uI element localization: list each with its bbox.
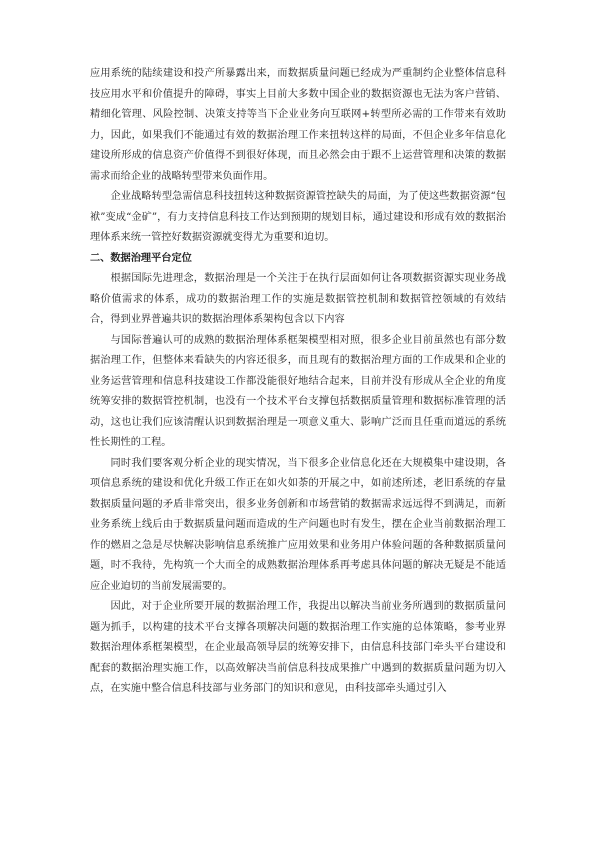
paragraph-1: 应用系统的陆续建设和投产所暴露出来，而数据质量问题已经成为严重制约企业整体信息科技应用水平和价值提升的障碍，事实上目前大多数中国企业的数据资源也无法为客户营销、精细化管理、风险控制、决策支持等当下企业业务向互联网+转型所必需的工作带来有效助力，因此，如果我们不能通过有效的数据治理工作来扭转这样的局面，不但企业多年信息化建设所形成的信息资产价值得不到很好体现，而且必然会由于跟不上运营管理和决策的数据需求而给企业的战略转型带来负面作用。 [90, 68, 506, 182]
paragraph-5: 同时我们要客观分析企业的现实情况，当下很多企业信息化还在大规模集中建设期，各项信息系统的建设和优化升级工作正在如火如荼的开展之中，如前述所述，老旧系统的存量数据质量问题的矛盾非常突出，很多业务创新和市场营销的数据需求远远得不到满足，而新业务系统上线后由于数据质量问题而造成的生产问题也时有发生，摆在企业当前数据治理工作的燃眉之急是尽快解决影响信息系统推广应用效果和业务用户体验问题的各种数据质量问题，时不我待，先构筑一个大而全的成熟数据治理体系再考虑具体问题的解决无疑是不能适应企业迫切的当前发展需要的。 [90, 457, 506, 592]
paragraph-3: 根据国际先进理念，数据治理是一个关注于在执行层面如何让各项数据资源实现业务战略价值需求的体系，成功的数据治理工作的实施是数据管控机制和数据管控领域的有效结合，得到业界普遍共识的数据治理体系架构包含以下内容 [90, 273, 506, 325]
document-body [90, 64, 506, 700]
paragraph-6: 因此，对于企业所要开展的数据治理工作，我提出以解决当前业务所遇到的数据质量问题为抓手，以构建的技术平台支撑各项解决问题的数据治理工作实施的总体策略，参考业界数据治理体系框架模型，在企业最高领导层的统筹安排下，由信息科技部门牵头平台建设和配套的数据治理实施工作，以高效解决当前信息科技成果推广中遇到的数据质量问题为切入点，在实施中整合信息科技部与业务部门的知识和意见，由科技部牵头通过引入 [90, 601, 506, 694]
paragraph-4: 与国际普遍认可的成熟的数据治理体系框架模型相对照，很多企业目前虽然也有部分数据治理工作，但整体来看缺失的内容还很多，而且现有的数据治理方面的工作成果和企业的业务运营管理和信息科技建设工作都没能很好地结合起来，目前并没有形成从全企业的角度统筹安排的数据管控机制，也没有一个技术平台支撑包括数据质量管理和数据标准管理的活动，这也让我们应该清醒认识到数据治理是一项意义重大、影响广泛而且任重而道远的系统性长期性的工程。 [90, 334, 506, 448]
section-heading: 二、数据治理平台定位 [90, 252, 192, 264]
paragraph-2: 企业战略转型急需信息科技扭转这种数据资源管控缺失的局面，为了使这些数据资源“包袱”变成“金矿”，有力支持信息科技工作达到预期的规划目标，通过建设和形成有效的数据治理体系来统一管控好数据资源就变得尤为重要和迫切。 [90, 191, 506, 243]
